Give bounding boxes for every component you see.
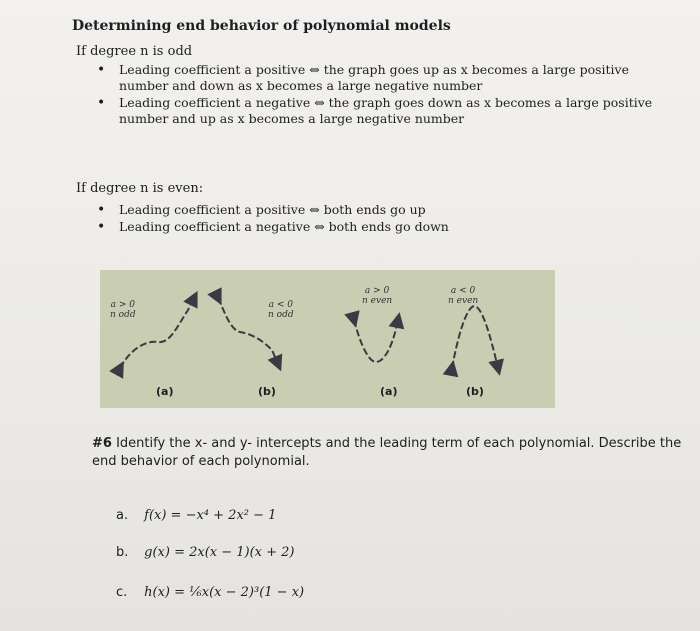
equation-item: [116, 545, 295, 560]
equation-item: [116, 508, 276, 523]
list-item: [72, 62, 664, 94]
even-bullet-text: Leading coefficient a negative ⇔ both ends go down: [119, 219, 449, 234]
panel-label: (a): [380, 385, 398, 398]
equation-text: f(x) = −x⁴ + 2x² − 1: [144, 508, 277, 523]
equation-text: h(x) = ⅙x(x − 2)³(1 − x): [144, 585, 305, 600]
condition-degree: n odd: [110, 310, 136, 320]
panel-label: (b): [258, 385, 276, 398]
item-letter: b.: [116, 545, 129, 560]
bullet-icon: •: [97, 219, 106, 235]
problem-number: #6: [92, 436, 112, 451]
list-item: [72, 202, 682, 218]
problem-statement: [92, 435, 682, 471]
even-positive-curve: [354, 320, 398, 362]
condition-coefficient: a > 0: [110, 300, 135, 310]
bullet-icon: •: [97, 62, 106, 78]
even-bullet-text: Leading coefficient a positive ⇔ both ends go up: [119, 202, 426, 217]
item-letter: a.: [116, 508, 129, 523]
panel-condition: [268, 300, 294, 320]
condition-degree: n even: [448, 296, 479, 306]
panel-label: (a): [156, 385, 174, 398]
problem-text: Identify the x- and y- intercepts and the leading term of each polynomial. Describe the end behavior of each polynomial.: [92, 436, 682, 469]
even-negative-curve: [452, 306, 498, 368]
panel-label: (b): [466, 385, 484, 398]
panel-condition: [362, 286, 392, 306]
condition-coefficient: a > 0: [364, 286, 390, 296]
equation-item: [116, 585, 304, 600]
list-item: [72, 219, 682, 235]
item-letter: c.: [116, 585, 128, 600]
list-item: [72, 95, 664, 127]
bullet-icon: •: [97, 95, 106, 111]
panel-condition: [448, 286, 478, 306]
even-bullet-list: [72, 202, 682, 235]
panel-condition: [110, 300, 136, 320]
bullet-icon: •: [97, 202, 106, 218]
odd-bullet-text: Leading coefficient a positive ⇔ the graph goes up as x becomes a large positive number and down as x becomes a large negative number: [119, 62, 629, 93]
odd-bullet-list: [72, 62, 682, 127]
odd-bullet-text: Leading coefficient a negative ⇔ the graph goes down as x becomes a large positive number and up as x becomes a large negative number: [119, 95, 653, 126]
condition-degree: n even: [362, 296, 393, 306]
document-sheet: [72, 18, 682, 236]
equation-text: g(x) = 2x(x − 1)(x + 2): [144, 545, 295, 560]
condition-coefficient: a < 0: [450, 286, 476, 296]
odd-heading: If degree n is odd: [76, 44, 193, 59]
condition-degree: n odd: [268, 310, 294, 320]
page-title: Determining end behavior of polynomial models: [72, 18, 451, 34]
even-heading: If degree n is even:: [76, 181, 204, 196]
condition-coefficient: a < 0: [268, 300, 293, 310]
end-behavior-figure: [100, 270, 555, 408]
